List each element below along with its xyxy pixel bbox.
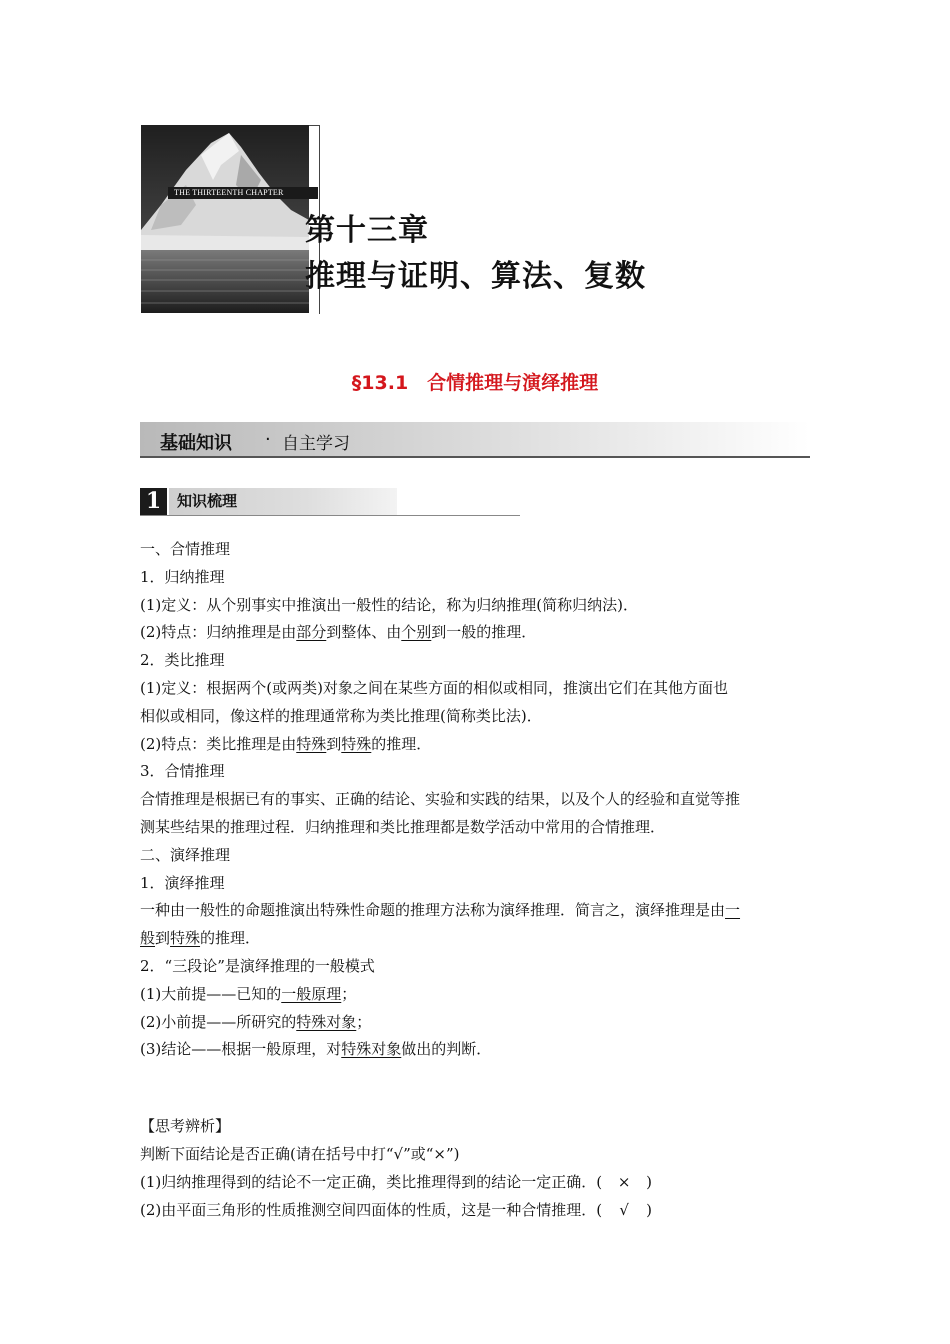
study-bar (140, 422, 810, 458)
chapter-title (305, 208, 646, 300)
paragraph-1: (1)定义：从个别事实中推演出一般性的结论，称为归纳推理(简称归纳法)． (140, 595, 638, 614)
chapter-cover-image (141, 125, 309, 313)
paragraph-5b: 测某些结果的推理过程．归纳推理和类比推理都是数学活动中常用的合情推理． (140, 817, 666, 836)
heading-2-1: 1．演绎推理 (140, 873, 225, 892)
heading-1-3: 3．合情推理 (140, 762, 225, 781)
study-bar-main: 基础知识 (160, 433, 232, 454)
paragraph-3a: (1)定义：根据两个(或两类)对象之间在某些方面的相似或相同，推演出它们在其他方面也 (140, 678, 728, 697)
knowledge-bar-label: 知识梳理 (169, 488, 397, 515)
paragraph-5a: 合情推理是根据已有的事实、正确的结论、实验和实践的结果，以及个人的经验和直觉等推 (140, 790, 741, 809)
heading-1-2: 2．类比推理 (140, 651, 225, 670)
knowledge-bar-number: 1 (140, 488, 167, 515)
paragraph-2: (2)特点：归纳推理是由部分到整体、由个别到一般的推理． (140, 623, 537, 642)
think-intro: 判断下面结论是否正确(请在括号中打“√”或“×”) (140, 1145, 460, 1163)
think-section (140, 1112, 812, 1224)
knowledge-bar (140, 488, 520, 516)
paragraph-8: (1)大前提——已知的一般原理； (140, 984, 357, 1003)
chapter-subject: 推理与证明、算法、复数 (305, 259, 646, 294)
paragraph-7: 般到特殊的推理． (140, 929, 261, 948)
think-question-2: (2)由平面三角形的性质推测空间四面体的性质，这是一种合情推理．( √ ) (140, 1196, 812, 1224)
study-bar-sub: 自主学习 (282, 434, 350, 454)
heading-2-2: 2．“三段论”是演绎推理的一般模式 (140, 956, 375, 975)
paragraph-3b: 相似或相同，像这样的推理通常称为类比推理(简称类比法)． (140, 706, 542, 725)
answer-mark-1: × (617, 1173, 631, 1191)
study-bar-dot: · (265, 429, 271, 450)
paragraph-4: (2)特点：类比推理是由特殊到特殊的推理． (140, 734, 432, 753)
heading-1: 一、合情推理 (140, 540, 231, 558)
section-title: §13.1 合情推理与演绎推理 (351, 372, 599, 394)
chapter-band: THE THIRTEENTH CHAPTER (168, 187, 318, 199)
chapter-number: 第十三章 (305, 213, 429, 248)
knowledge-content (140, 536, 812, 1064)
heading-1-1: 1．归纳推理 (140, 567, 225, 586)
answer-mark-2: √ (619, 1201, 629, 1219)
think-title: 【思考辨析】 (140, 1117, 231, 1135)
paragraph-6: 一种由一般性的命题推演出特殊性命题的推理方法称为演绎推理．简言之，演绎推理是由一 (140, 901, 741, 920)
paragraph-9: (2)小前提——所研究的特殊对象； (140, 1012, 372, 1031)
think-question-1: (1)归纳推理得到的结论不一定正确，类比推理得到的结论一定正确．( × ) (140, 1168, 812, 1196)
heading-2: 二、演绎推理 (140, 845, 231, 864)
paragraph-10: (3)结论——根据一般原理，对特殊对象做出的判断． (140, 1040, 492, 1059)
